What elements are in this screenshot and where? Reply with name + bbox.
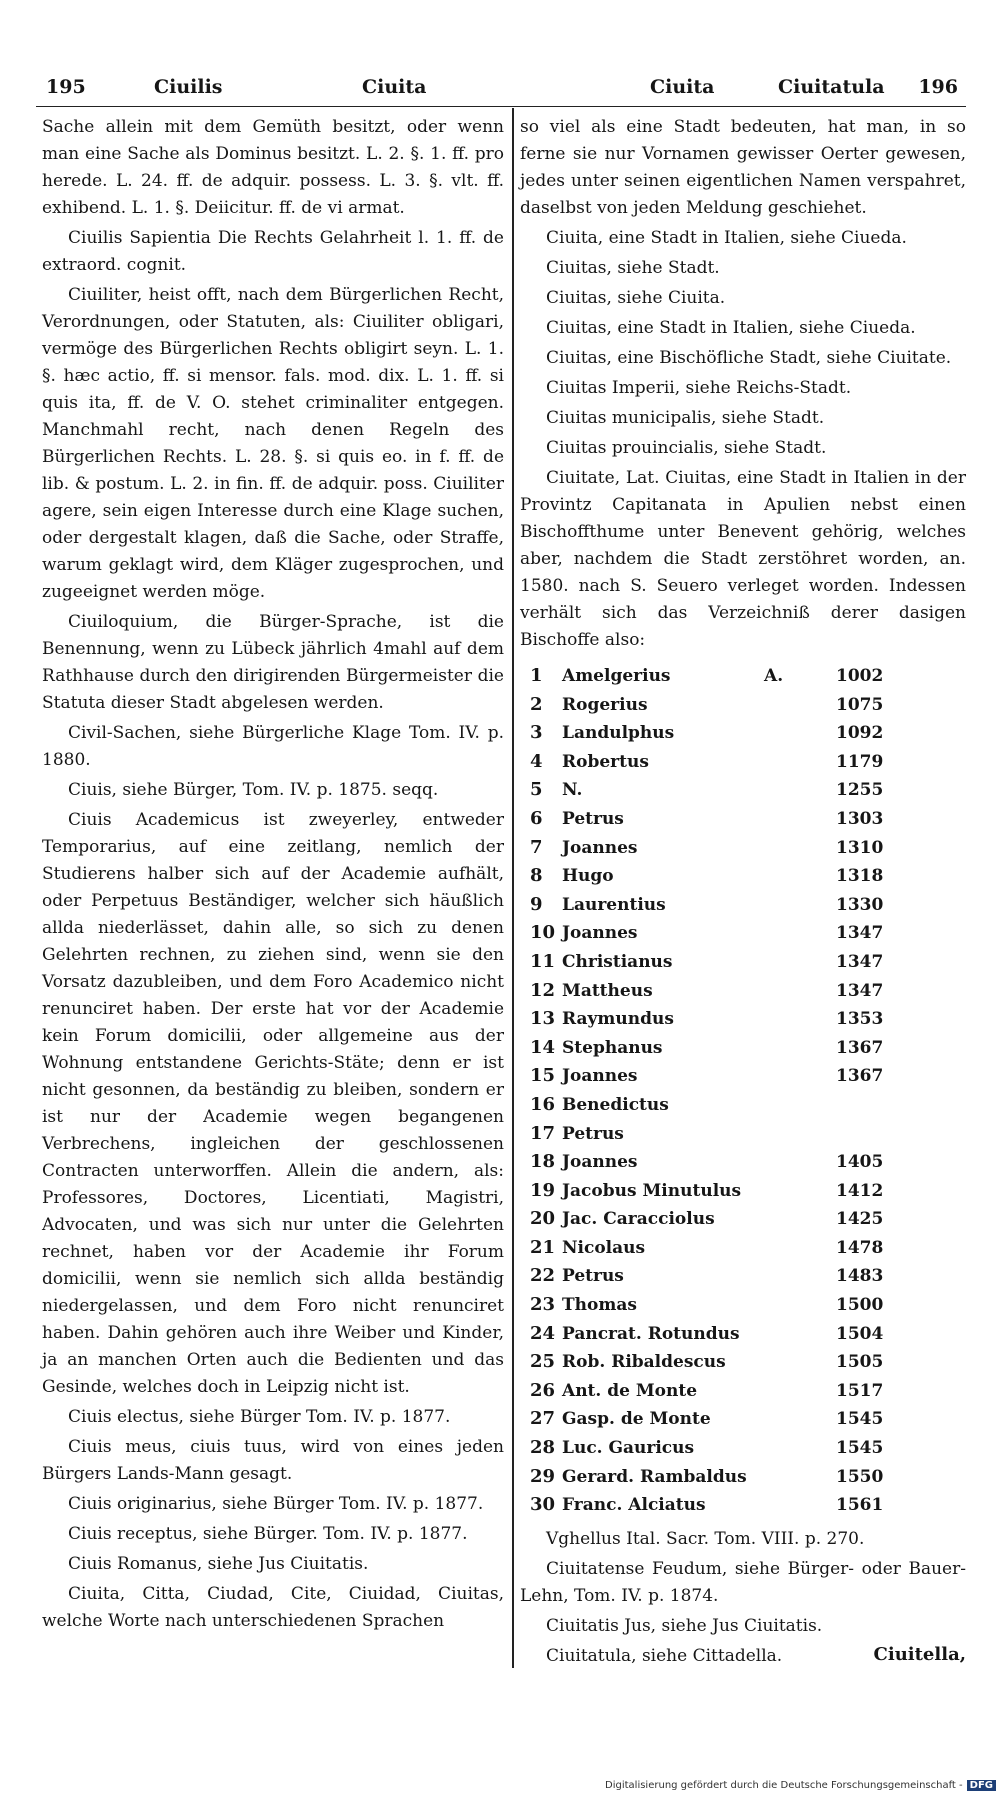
bishop-number: 12 xyxy=(530,979,556,1001)
bishop-row xyxy=(520,1120,966,1149)
entry: Ciuis meus, ciuis tuus, wird von eines jeden Bürgers Lands-Mann gesagt. xyxy=(42,1437,504,1484)
bishop-name: Robertus xyxy=(562,751,649,772)
dfg-logo: DFG xyxy=(967,1780,996,1791)
entry: Ciuitas, eine Bischöfliche Stadt, siehe Ciuitate. xyxy=(546,348,952,368)
column-divider xyxy=(512,108,514,1668)
bishop-year: 1353 xyxy=(836,1009,884,1030)
bishop-number: 19 xyxy=(530,1179,556,1201)
bishop-number: 26 xyxy=(530,1379,556,1401)
bishop-number: 30 xyxy=(530,1494,556,1516)
bishop-year: 1347 xyxy=(836,951,884,972)
bishop-row xyxy=(520,1062,966,1091)
bishop-name: Joannes xyxy=(562,1066,638,1087)
bishop-number: 25 xyxy=(530,1351,556,1373)
entry: Ciuitatis Jus, siehe Jus Ciuitatis. xyxy=(546,1615,823,1636)
bishop-name: Amelgerius xyxy=(562,666,671,686)
catchword: Ciuitella, xyxy=(873,1644,966,1665)
bishop-name: Hugo xyxy=(562,866,614,887)
bishop-number: 29 xyxy=(530,1465,556,1487)
bishop-number: 4 xyxy=(530,750,543,772)
bishop-number: 1 xyxy=(530,665,543,686)
bishop-year: 1347 xyxy=(836,923,884,944)
bishop-year: 1561 xyxy=(836,1495,884,1516)
bishop-name: Rogerius xyxy=(562,694,648,715)
bishop-year: 1478 xyxy=(836,1237,884,1258)
bishop-year: 1347 xyxy=(836,980,884,1001)
bishop-row xyxy=(520,1148,966,1177)
bishop-number: 6 xyxy=(530,807,543,829)
bishop-row xyxy=(520,805,966,834)
bishop-name: Landulphus xyxy=(562,723,675,744)
bishop-year: 1075 xyxy=(836,694,884,715)
entry: Vghellus Ital. Sacr. Tom. VIII. p. 270. xyxy=(546,1528,865,1549)
bishop-row xyxy=(520,691,966,720)
bishop-row xyxy=(520,662,966,691)
bishop-row xyxy=(520,1291,966,1320)
entry: Civil-Sachen, siehe Bürgerliche Klage Tom. IV. p. 1880. xyxy=(42,723,504,770)
entry: Sache allein mit dem Gemüth besitzt, oder wenn man eine Sache als Dominus besitzt. L. 2. §. 1. ff. pro herede. L. 24. ff. de adquir. possess. L. 3. §. vlt. ff. exhibend. L. 1. §. Deiicitur. ff. de vi armat. xyxy=(42,117,504,218)
bishop-year: 1500 xyxy=(836,1295,884,1316)
bishop-row xyxy=(520,1034,966,1063)
bishop-number: 21 xyxy=(530,1236,556,1258)
bishop-number: 28 xyxy=(530,1437,556,1459)
bishop-name: Petrus xyxy=(562,808,624,829)
bishop-name: Christianus xyxy=(562,951,673,972)
bishop-name: Petrus xyxy=(562,1123,624,1144)
bishop-name: Joannes xyxy=(562,1152,638,1173)
right-page-number: 196 xyxy=(918,76,958,98)
bishop-name: Laurentius xyxy=(562,894,666,915)
bishop-year: 1330 xyxy=(836,894,884,915)
bishop-number: 11 xyxy=(530,950,556,972)
entry: Ciuitate, Lat. Ciuitas, eine Stadt in Italien in der Provintz Capitanata in Apulien nebst einen Bischoffthume unter Benevent gehörig, welches aber, nachdem die Stadt zerstöhret worden, an. 1580. nach S. Seuero verleget worden. Indessen verhält sich das Verzeichniß derer dasigen Bischoffe also: xyxy=(520,468,966,650)
bishop-year: 1303 xyxy=(836,808,884,829)
entry: Ciuis originarius, siehe Bürger Tom. IV. p. 1877. xyxy=(68,1494,484,1514)
bishop-year: 1545 xyxy=(836,1438,884,1459)
bishop-number: 3 xyxy=(530,722,543,744)
entry: Ciuitas Imperii, siehe Reichs-Stadt. xyxy=(546,378,852,398)
bishop-number: 9 xyxy=(530,893,543,915)
bishop-row xyxy=(520,748,966,777)
bishop-year: 1310 xyxy=(836,837,884,858)
entry: Ciuiloquium, die Bürger-Sprache, ist die Benennung, wenn zu Lübeck jährlich 4mahl auf dem Rathhause durch den dirigirenden Bürgermeister die Statuta dieser Stadt abgelesen werden. xyxy=(42,612,504,713)
bishop-year: 1092 xyxy=(836,723,884,744)
entry: Ciuitatula, siehe Cittadella. xyxy=(546,1645,783,1666)
entry: Ciuis Romanus, siehe Jus Ciuitatis. xyxy=(68,1554,369,1574)
running-header xyxy=(36,76,966,110)
entry: Ciuita, eine Stadt in Italien, siehe Ciueda. xyxy=(546,228,907,248)
bishop-mark: A. xyxy=(764,666,784,686)
entry: Ciuilis Sapientia Die Rechts Gelahrheit l. 1. ff. de extraord. cognit. xyxy=(42,228,504,275)
bishop-row xyxy=(520,834,966,863)
bishop-row xyxy=(520,1320,966,1349)
bishop-row xyxy=(520,1005,966,1034)
bishop-name: Joannes xyxy=(562,837,638,858)
book-page xyxy=(36,66,966,1786)
bishop-year: 1412 xyxy=(836,1180,884,1201)
bishop-row xyxy=(520,1434,966,1463)
bishop-year: 1505 xyxy=(836,1352,884,1373)
entry: Ciuis, siehe Bürger, Tom. IV. p. 1875. seqq. xyxy=(68,780,439,800)
bishop-name: Pancrat. Rotundus xyxy=(562,1323,740,1344)
bishop-year: 1367 xyxy=(836,1037,884,1058)
entry: Ciuitas, siehe Ciuita. xyxy=(546,288,726,308)
bishop-name: Rob. Ribaldescus xyxy=(562,1352,726,1373)
bishop-name: Luc. Gauricus xyxy=(562,1438,695,1459)
bishop-name: Ant. de Monte xyxy=(562,1380,698,1401)
bishop-name: Petrus xyxy=(562,1266,624,1287)
bishop-number: 22 xyxy=(530,1265,556,1287)
footer-text: Digitalisierung gefördert durch die Deutsche Forschungsgemeinschaft - xyxy=(605,1780,963,1791)
bishop-number: 15 xyxy=(530,1065,556,1087)
right-running-head-1: Ciuita xyxy=(650,76,715,98)
bishop-year: 1504 xyxy=(836,1323,884,1344)
footer-credit xyxy=(605,1780,996,1791)
bishop-number: 14 xyxy=(530,1036,556,1058)
bishop-year: 1425 xyxy=(836,1209,884,1230)
bishop-row xyxy=(520,776,966,805)
bishop-year: 1318 xyxy=(836,866,884,887)
entry: Ciuitas municipalis, siehe Stadt. xyxy=(546,408,825,428)
bishop-name: Franc. Alciatus xyxy=(562,1495,706,1516)
bishop-row xyxy=(520,1463,966,1492)
bishop-name: Benedictus xyxy=(562,1094,669,1115)
entry: Ciuis receptus, siehe Bürger. Tom. IV. p. 1877. xyxy=(68,1524,468,1544)
bishop-number: 13 xyxy=(530,1008,556,1030)
bishop-name: Mattheus xyxy=(562,980,653,1001)
entry: Ciuitatense Feudum, siehe Bürger- oder Bauer-Lehn, Tom. IV. p. 1874. xyxy=(520,1558,966,1606)
bishop-row xyxy=(520,1348,966,1377)
bishop-number: 24 xyxy=(530,1322,556,1344)
bishop-number: 17 xyxy=(530,1122,556,1144)
entry: so viel als eine Stadt bedeuten, hat man, in so ferne sie nur Vornamen gewisser Oerter gewesen, jedes unter seinen eigentlichen Namen verspahret, daselbst von jeden Meldung geschiehet. xyxy=(520,117,966,218)
entry: Ciuis Academicus ist zweyerley, entweder Temporarius, auf eine zeitlang, nemlich der Studierens halber sich auf der Academie aufhält, oder Perpetuus Beständiger, welcher sich häußlich allda niederlässet, dahin alle, so sich zu denen Gelehrten rechnen, zu ziehen sind, wenn sie den Vorsatz dazubleiben, und dem Foro Academico nicht renunciret haben. Der erste hat vor der Academie kein Forum domicilii, oder allgemeine aus der Wohnung entstandene Gerichts-Stäte; denn er ist nicht gesonnen, da beständig zu bleiben, sondern er ist nur der Academie wegen begangenen Verbrechens, ingleichen der geschlossenen Contracten unterworffen. Allein die andern, als: Professores, Doctores, Licentiati, Magistri, Advocaten, und was sich nur unter die Gelehrten rechnet, haben vor der Academie ihr Forum domicilii, wenn sie nemlich sich allda beständig niedergelassen, und dem Foro nicht renunciret haben. Dahin gehören auch ihre Weiber und Kinder, ja an manchen Orten auch die Bedienten und das Gesinde, welches doch in Leipzig nicht ist. xyxy=(42,810,504,1397)
bishop-row xyxy=(520,891,966,920)
bishop-year: 1550 xyxy=(836,1466,884,1487)
bishop-row xyxy=(520,1405,966,1434)
bishop-number: 27 xyxy=(530,1408,556,1430)
entry: Ciuiliter, heist offt, nach dem Bürgerlichen Recht, Verordnungen, oder Statuten, als: Ciuiliter obligari, vermöge des Bürgerlichen Rechts obligirt seyn. L. 1. §. hæc actio, ff. si mensor. fals. mod. dix. L. 1. ff. si quis ita, ff. de V. O. stehet criminaliter entgegen. Manchmahl recht, nach denen Regeln des Bürgerlichen Rechts. L. 28. §. si quis eo. in f. ff. de lib. & postum. L. 2. in fin. ff. de adquir. poss. Ciuiliter agere, sein eigen Interesse durch eine Klage suchen, oder dergestalt klagen, daß die Sache, oder Straffe, warum geklagt wird, dem Kläger zugesprochen, und zugeeignet werden möge. xyxy=(42,285,504,602)
bishop-number: 2 xyxy=(530,693,543,715)
bishop-name: Raymundus xyxy=(562,1009,674,1030)
left-running-head-2: Ciuita xyxy=(362,76,427,98)
bishop-list xyxy=(520,662,966,1520)
bishop-name: Jacobus Minutulus xyxy=(562,1180,742,1201)
bishop-row xyxy=(520,919,966,948)
right-running-head-2: Ciuitatula xyxy=(778,76,885,98)
bishop-name: Nicolaus xyxy=(562,1237,646,1258)
entry: Ciuitas, eine Stadt in Italien, siehe Ciueda. xyxy=(546,318,916,338)
bishop-number: 8 xyxy=(530,865,543,887)
bishop-row xyxy=(520,1262,966,1291)
bishop-row xyxy=(520,1491,966,1520)
bishop-name: N. xyxy=(562,780,583,801)
bishop-row xyxy=(520,1091,966,1120)
left-page-number: 195 xyxy=(46,76,86,98)
bishop-year: 1483 xyxy=(836,1266,884,1287)
left-column xyxy=(42,114,504,1638)
bishop-number: 7 xyxy=(530,836,543,858)
bishop-row xyxy=(520,719,966,748)
bishop-name: Gerard. Rambaldus xyxy=(562,1466,747,1487)
bishop-row xyxy=(520,977,966,1006)
bishop-year: 1002 xyxy=(836,666,884,686)
entry: Ciuitas prouincialis, siehe Stadt. xyxy=(546,438,827,458)
header-rule xyxy=(36,106,966,107)
bishop-row xyxy=(520,1205,966,1234)
bishop-row xyxy=(520,1234,966,1263)
bishop-year: 1405 xyxy=(836,1152,884,1173)
bishop-name: Stephanus xyxy=(562,1037,663,1058)
entry: Ciuis electus, siehe Bürger Tom. IV. p. 1877. xyxy=(68,1407,451,1427)
bishop-name: Joannes xyxy=(562,923,638,944)
bishop-number: 23 xyxy=(530,1294,556,1316)
bishop-number: 10 xyxy=(530,922,556,944)
bishop-number: 18 xyxy=(530,1151,556,1173)
entry: Ciuita, Citta, Ciudad, Cite, Ciuidad, Ciuitas, welche Worte nach unterschiedenen Sprachen xyxy=(42,1584,504,1631)
bishop-row xyxy=(520,1177,966,1206)
bishop-year: 1179 xyxy=(836,751,884,772)
right-column xyxy=(520,114,966,1673)
bishop-year: 1517 xyxy=(836,1380,884,1401)
bishop-number: 20 xyxy=(530,1208,556,1230)
bishop-number: 16 xyxy=(530,1093,556,1115)
bishop-name: Jac. Caracciolus xyxy=(562,1209,715,1230)
entry: Ciuitas, siehe Stadt. xyxy=(546,258,720,278)
left-running-head-1: Ciuilis xyxy=(154,76,223,98)
bishop-row xyxy=(520,862,966,891)
bishop-year: 1545 xyxy=(836,1409,884,1430)
bishop-year: 1367 xyxy=(836,1066,884,1087)
bishop-name: Thomas xyxy=(562,1295,637,1316)
bishop-year: 1255 xyxy=(836,780,884,801)
bishop-row xyxy=(520,948,966,977)
bishop-name: Gasp. de Monte xyxy=(562,1409,711,1430)
bishop-row xyxy=(520,1377,966,1406)
bishop-number: 5 xyxy=(530,779,543,801)
